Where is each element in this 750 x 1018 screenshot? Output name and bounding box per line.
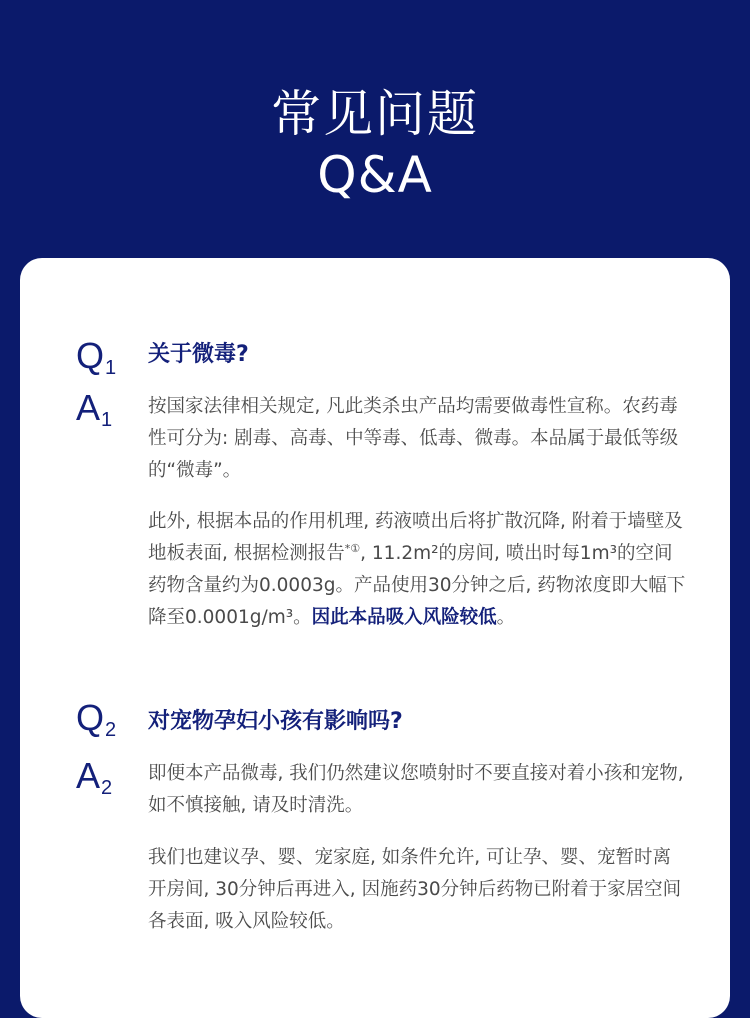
page-subtitle: Q&A	[317, 146, 433, 204]
q1-label	[76, 335, 117, 379]
a1-paragraph-2	[148, 506, 688, 634]
a1-letter: A	[76, 387, 101, 428]
a1-paragraph-1: 按国家法律相关规定, 凡此类杀虫产品均需要做毒性宣称。农药毒性可分为: 剧毒、高毒、中等毒、低毒、微毒。本品属于最低等级的“微毒”。	[148, 396, 679, 481]
a2-paragraph-2: 我们也建议孕、婴、宠家庭, 如条件允许, 可让孕、婴、宠暂时离开房间, 30分钟后再进入, 因施药30分钟后药物已附着于家居空间各表面, 吸入风险较低。	[148, 847, 682, 932]
footnote-marker: *①	[344, 541, 361, 555]
q1-number: 1	[105, 357, 117, 379]
a1-paragraph-2-emphasis: 因此本品吸入风险较低	[311, 607, 497, 628]
page-header	[0, 0, 750, 258]
a2-paragraph-1: 即便本产品微毒, 我们仍然建议您喷射时不要直接对着小孩和宠物, 如不慎接触, 请及时清洗。	[148, 763, 684, 816]
q2-label	[76, 697, 117, 741]
a1-paragraph-2-text: 此外, 根据本品的作用机理, 药液喷出后将扩散沉降, 附着于墙壁及地板表面, 根据检测报告	[148, 511, 683, 564]
a1-paragraph-2-end: 。	[496, 607, 516, 628]
page-title: 常见问题	[271, 85, 479, 143]
q2-question: 对宠物孕妇小孩有影响吗?	[148, 709, 403, 734]
a1-number: 1	[101, 409, 113, 431]
a2-number: 2	[101, 777, 113, 799]
a2-letter: A	[76, 755, 101, 796]
q1-question: 关于微毒?	[148, 342, 249, 367]
q1-letter: Q	[76, 335, 105, 376]
a1-label	[76, 387, 113, 431]
a1-paragraph-2-text-cont: , 11.2m²的房间, 喷出时每1m³的空间药物含量约为0.0003g。产品使用30分钟之后, 药物浓度即大幅下降至0.0001g/m³。	[148, 543, 686, 628]
q2-number: 2	[105, 719, 117, 741]
a2-label	[76, 755, 113, 799]
q2-letter: Q	[76, 697, 105, 738]
faq-card	[20, 258, 730, 1018]
